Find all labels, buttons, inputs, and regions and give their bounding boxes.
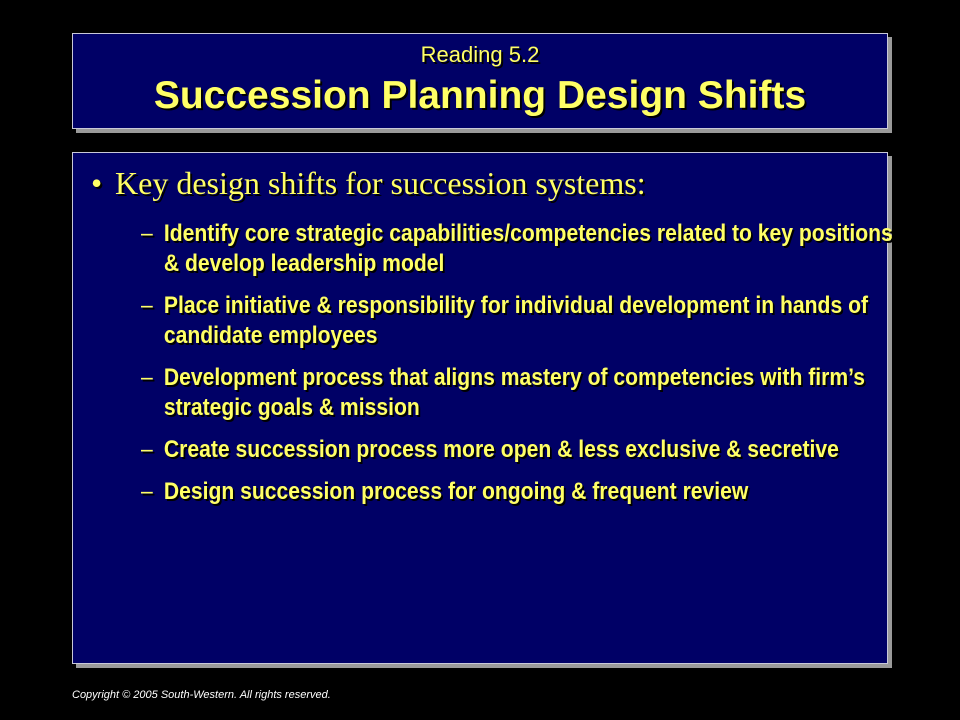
slide-subtitle: Reading 5.2	[420, 42, 540, 67]
sub-bullet-text: Identify core strategic capabilities/competencies related to key positions & develop leadership model	[163, 220, 893, 277]
slide-title: Succession Planning Design Shifts	[153, 74, 807, 117]
bullet-marker: •	[91, 165, 103, 201]
content-panel	[72, 152, 893, 664]
dash-marker: –	[141, 436, 153, 463]
sub-bullet-list	[141, 219, 893, 519]
dash-marker: –	[141, 220, 153, 247]
sub-bullet-text: Development process that aligns mastery of competencies with firm’s strategic goals & mission	[163, 364, 865, 421]
sub-bullet-item	[141, 291, 903, 351]
sub-bullet-text: Create succession process more open & less exclusive & secretive	[163, 436, 839, 463]
sub-bullet-item	[141, 477, 903, 507]
dash-marker: –	[141, 364, 153, 391]
sub-bullet-item	[141, 363, 903, 423]
sub-bullet-text: Place initiative & responsibility for individual development in hands of candidate employees	[163, 292, 869, 349]
dash-marker: –	[141, 478, 153, 505]
sub-bullet-item	[141, 219, 903, 279]
sub-bullet-text: Design succession process for ongoing & frequent review	[163, 478, 749, 505]
main-bullet	[91, 165, 646, 202]
title-panel	[72, 33, 888, 129]
copyright-notice: Copyright © 2005 South-Western. All rights reserved.	[72, 689, 331, 701]
dash-marker: –	[141, 292, 153, 319]
sub-bullet-item	[141, 435, 903, 465]
main-bullet-text: Key design shifts for succession systems:	[115, 165, 646, 201]
